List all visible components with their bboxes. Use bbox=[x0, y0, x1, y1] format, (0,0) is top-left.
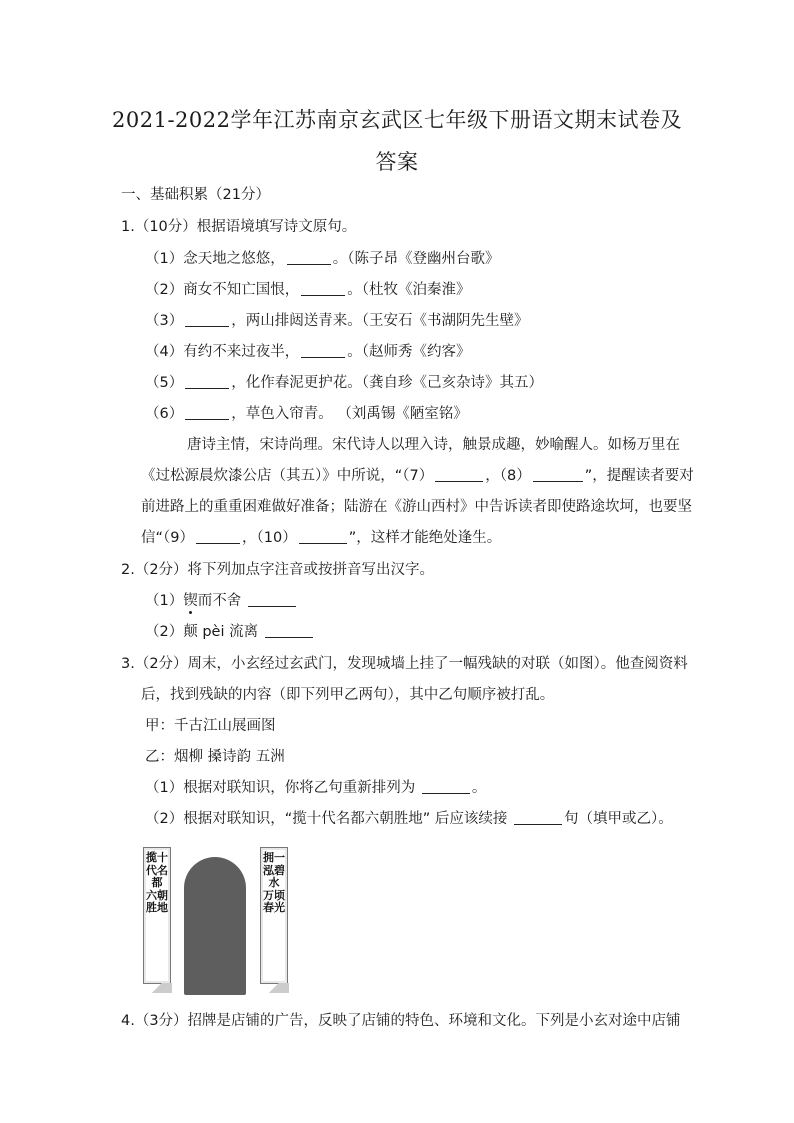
q1-item-1-pre: （1）念天地之悠悠， bbox=[145, 251, 285, 267]
q1-item-3 bbox=[145, 311, 528, 331]
couplet-right-text: 拥一泓碧水 万顷春光 bbox=[263, 851, 285, 914]
q3-sub-1-end: 。 bbox=[471, 780, 487, 796]
q1-item-2 bbox=[145, 280, 470, 300]
q2-item-1-rest: 而不舍 bbox=[197, 593, 242, 609]
q2-item-2 bbox=[145, 622, 315, 642]
q3-sub-1-text: （1）根据对联知识，你将乙句重新排列为 bbox=[145, 780, 416, 796]
q3-stem-line2: 后，找到残缺的内容（即下列甲乙两句），其中乙句顺序被打乱。 bbox=[141, 687, 555, 703]
q3-yi: 乙：烟柳 搡诗韵 五洲 bbox=[145, 749, 285, 765]
section-heading: 一、基础积累（21分） bbox=[121, 187, 270, 203]
q1-paragraph-line2 bbox=[141, 466, 694, 486]
para-text: ”，提醒读者要对 bbox=[584, 468, 694, 484]
q3-sub-2 bbox=[145, 809, 673, 829]
answer-blank[interactable] bbox=[533, 467, 583, 482]
q1-item-4-pre: （4）有约不来过夜半， bbox=[145, 344, 300, 360]
para-text: ”，这样才能绝处逢生。 bbox=[348, 530, 502, 546]
answer-blank[interactable] bbox=[185, 405, 229, 420]
q1-stem: 1.（10分）根据语境填写诗文原句。 bbox=[121, 219, 357, 235]
answer-blank[interactable] bbox=[287, 250, 331, 265]
q1-item-4-post: 。（赵师秀《约客》 bbox=[347, 344, 471, 360]
q1-item-2-post: 。（杜牧《泊秦淮》 bbox=[347, 282, 471, 298]
q2-item-1 bbox=[145, 591, 298, 611]
q3-stem-line1: 3.（2分）周末，小玄经过玄武门，发现城墙上挂了一幅残缺的对联（如图）。他查阅资料 bbox=[121, 656, 688, 672]
q3-sub-1 bbox=[145, 778, 486, 798]
q3-jia: 甲：千古江山展画图 bbox=[145, 718, 276, 734]
q2-item-2-text: （2）颠 pèi 流离 bbox=[145, 624, 259, 640]
couplet-scroll-left bbox=[143, 847, 171, 984]
couplet-left-text: 揽十代名都 六朝胜地 bbox=[146, 851, 168, 914]
answer-blank[interactable] bbox=[301, 343, 345, 358]
doc-title-line1: 2021-2022学年江苏南京玄武区七年级下册语文期末试卷及 bbox=[112, 108, 682, 132]
q1-item-1-post: 。（陈子昂《登幽州台歌》 bbox=[332, 251, 500, 267]
answer-blank[interactable] bbox=[299, 529, 347, 544]
q2-stem: 2.（2分）将下列加点字注音或按拼音写出汉字。 bbox=[121, 562, 435, 578]
q1-paragraph-line1: 唐诗主情，宋诗尚理。宋代诗人以理入诗，触景成趣，妙喻醒人。如杨万里在 bbox=[187, 437, 680, 453]
answer-blank[interactable] bbox=[435, 467, 483, 482]
doc-title-line2: 答案 bbox=[375, 150, 419, 174]
para-text: ，（8） bbox=[485, 468, 531, 484]
couplet-figure bbox=[138, 845, 288, 995]
answer-blank[interactable] bbox=[185, 312, 229, 327]
answer-blank[interactable] bbox=[185, 374, 229, 389]
answer-blank[interactable] bbox=[248, 592, 296, 607]
answer-blank[interactable] bbox=[301, 281, 345, 296]
couplet-scroll-right bbox=[260, 847, 288, 984]
q3-sub-2-end: 句（填甲或乙）。 bbox=[563, 811, 673, 827]
q1-paragraph-line4 bbox=[141, 528, 501, 548]
q4-stem-line1: 4.（3分）招牌是店铺的广告，反映了店铺的特色、环境和文化。下列是小玄对途中店铺 bbox=[121, 1013, 681, 1029]
q3-sub-2-text: （2）根据对联知识，“揽十代名都六朝胜地” 后应该续接 bbox=[145, 811, 508, 827]
answer-blank[interactable] bbox=[196, 529, 240, 544]
q1-item-6 bbox=[145, 404, 468, 424]
answer-blank[interactable] bbox=[514, 810, 562, 825]
q1-item-3-post: ，两山排闼送青来。（王安石《书湖阴先生壁》 bbox=[231, 313, 529, 329]
stone-tablet bbox=[184, 857, 246, 995]
para-text: ，（10） bbox=[242, 530, 297, 546]
q1-item-1 bbox=[145, 249, 499, 269]
q1-item-4 bbox=[145, 342, 470, 362]
q2-item-1-prefix: （1） bbox=[145, 593, 184, 609]
q1-item-6-post: ，草色入帘青。 （刘禹锡《陋室铭》 bbox=[231, 406, 468, 422]
dotted-character: 锲 bbox=[183, 593, 198, 609]
q1-item-5-post: ，化作春泥更护花。（龚自珍《己亥杂诗》其五） bbox=[231, 375, 543, 391]
q1-item-3-pre: （3） bbox=[145, 313, 184, 329]
answer-blank[interactable] bbox=[265, 623, 313, 638]
para-text: 《过松源晨炊漆公店（其五）》中所说，“（7） bbox=[141, 468, 434, 484]
q1-item-6-pre: （6） bbox=[145, 406, 184, 422]
answer-blank[interactable] bbox=[422, 779, 470, 794]
para-text: 信“（9） bbox=[141, 530, 194, 546]
q1-paragraph-line3: 前进路上的重重困难做好准备；陆游在《游山西村》中告诉读者即使路途坎坷，也要坚 bbox=[141, 499, 692, 515]
q1-item-5-pre: （5） bbox=[145, 375, 184, 391]
q1-item-5 bbox=[145, 373, 543, 393]
q1-item-2-pre: （2）商女不知亡国恨， bbox=[145, 282, 300, 298]
